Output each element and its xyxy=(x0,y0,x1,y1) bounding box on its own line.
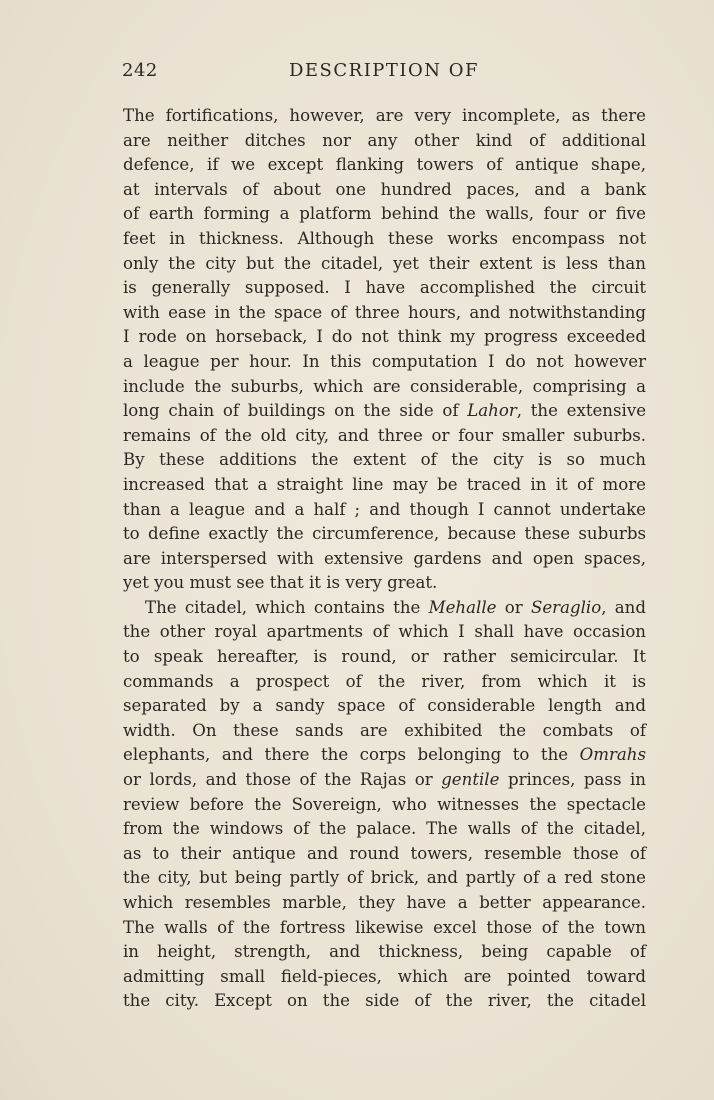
text-segment: , and xyxy=(601,597,646,617)
text-line xyxy=(123,547,646,572)
text-line xyxy=(123,350,646,375)
text-segment: The citadel, which contains the xyxy=(145,597,429,617)
text-segment: , the extensive xyxy=(516,401,647,421)
text-segment: width. On these sands are exhibited the combats of xyxy=(123,720,646,740)
text-line xyxy=(123,325,646,350)
text-segment: defence, if we except flanking towers of antique shape, xyxy=(123,155,646,175)
text-line xyxy=(123,202,646,227)
text-segment: review before the Sovereign, who witnesses the spectacle xyxy=(123,794,646,814)
text-segment: yet you must see that it is very great. xyxy=(123,573,438,593)
text-segment: than a league and a half ; and though I cannot undertake xyxy=(123,499,646,519)
text-segment: with ease in the space of three hours, and notwithstanding xyxy=(123,302,646,322)
text-segment: a league per hour. In this computation I do not however xyxy=(123,351,646,371)
text-segment: are interspersed with extensive gardens and open spaces, xyxy=(123,548,646,568)
text-line xyxy=(123,424,646,449)
text-line xyxy=(123,817,646,842)
text-line xyxy=(123,743,646,768)
text-segment: remains of the old city, and three or four smaller suburbs. xyxy=(123,425,646,445)
text-line xyxy=(123,276,646,301)
text-segment: the city. Except on the side of the river, the citadel xyxy=(123,991,646,1011)
text-segment: or xyxy=(496,597,531,617)
text-line xyxy=(123,571,646,596)
text-segment: at intervals of about one hundred paces, and a bank xyxy=(123,179,646,199)
text-segment: in height, strength, and thickness, being capable of xyxy=(123,942,646,962)
text-segment: The walls of the fortress likewise excel those of the town xyxy=(123,917,646,937)
text-line xyxy=(123,104,646,129)
text-line xyxy=(123,670,646,695)
text-line xyxy=(123,252,646,277)
text-segment: to speak hereafter, is round, or rather semicircular. It xyxy=(123,647,646,667)
italic-text: Seraglio xyxy=(530,597,602,617)
text-line xyxy=(123,645,646,670)
italic-text: Omrahs xyxy=(579,745,646,765)
text-line xyxy=(123,866,646,891)
text-line xyxy=(123,227,646,252)
text-line xyxy=(123,793,646,818)
text-segment: from the windows of the palace. The walls of the citadel, xyxy=(123,819,646,839)
text-line xyxy=(123,916,646,941)
text-segment: only the city but the citadel, yet their extent is less than xyxy=(123,253,646,273)
text-line xyxy=(123,768,646,793)
text-line xyxy=(123,153,646,178)
text-segment: commands a prospect of the river, from which it is xyxy=(123,671,646,691)
text-line xyxy=(123,178,646,203)
text-line xyxy=(123,596,646,621)
text-segment: which resembles marble, they have a better appearance. xyxy=(123,893,646,912)
text-line xyxy=(123,940,646,965)
text-segment: are neither ditches nor any other kind of additional xyxy=(123,130,646,150)
text-segment: as to their antique and round towers, resemble those of xyxy=(123,843,646,863)
text-line xyxy=(123,719,646,744)
text-segment: long chain of buildings on the side of xyxy=(123,401,468,421)
text-line xyxy=(123,399,646,424)
text-segment: include the suburbs, which are considerable, comprising a xyxy=(123,376,646,396)
page-header xyxy=(122,60,646,86)
text-line xyxy=(123,448,646,473)
text-segment: the city, but being partly of brick, and partly of a red stone xyxy=(123,868,646,888)
text-segment: admitting small field-pieces, which are pointed toward xyxy=(123,966,646,986)
text-line xyxy=(123,891,646,916)
text-line xyxy=(123,473,646,498)
text-line xyxy=(123,301,646,326)
text-line xyxy=(123,989,646,1014)
text-line xyxy=(123,375,646,400)
text-segment: of earth forming a platform behind the walls, four or five xyxy=(123,204,646,224)
text-line xyxy=(123,129,646,154)
body-text xyxy=(123,104,646,1014)
text-segment: The fortifications, however, are very incomplete, as there xyxy=(123,106,646,125)
text-segment: or lords, and those of the Rajas or xyxy=(123,770,442,790)
text-segment: is generally supposed. I have accomplished the circuit xyxy=(123,278,646,298)
text-line xyxy=(123,965,646,990)
text-segment: elephants, and there the corps belonging to the xyxy=(123,745,580,765)
text-segment: By these additions the extent of the city is so much xyxy=(123,450,646,470)
text-line xyxy=(123,842,646,867)
text-segment: I rode on horseback, I do not think my progress exceeded xyxy=(123,327,646,347)
italic-text: gentile xyxy=(441,770,500,790)
text-line xyxy=(123,620,646,645)
running-title: DESCRIPTION OF xyxy=(288,60,480,81)
text-segment: to define exactly the circumference, because these suburbs xyxy=(123,524,646,544)
italic-text: Lahor xyxy=(467,401,517,421)
text-segment: the other royal apartments of which I shall have occasion xyxy=(123,622,646,642)
text-line xyxy=(123,522,646,547)
text-segment: feet in thickness. Although these works encompass not xyxy=(123,228,646,248)
italic-text: Mehalle xyxy=(428,597,497,617)
text-segment: princes, pass in xyxy=(499,770,646,790)
text-segment: separated by a sandy space of considerable length and xyxy=(123,696,646,716)
text-line xyxy=(123,498,646,523)
text-segment: increased that a straight line may be traced in it of more xyxy=(123,474,646,494)
text-line xyxy=(123,694,646,719)
page-number: 242 xyxy=(122,60,158,81)
